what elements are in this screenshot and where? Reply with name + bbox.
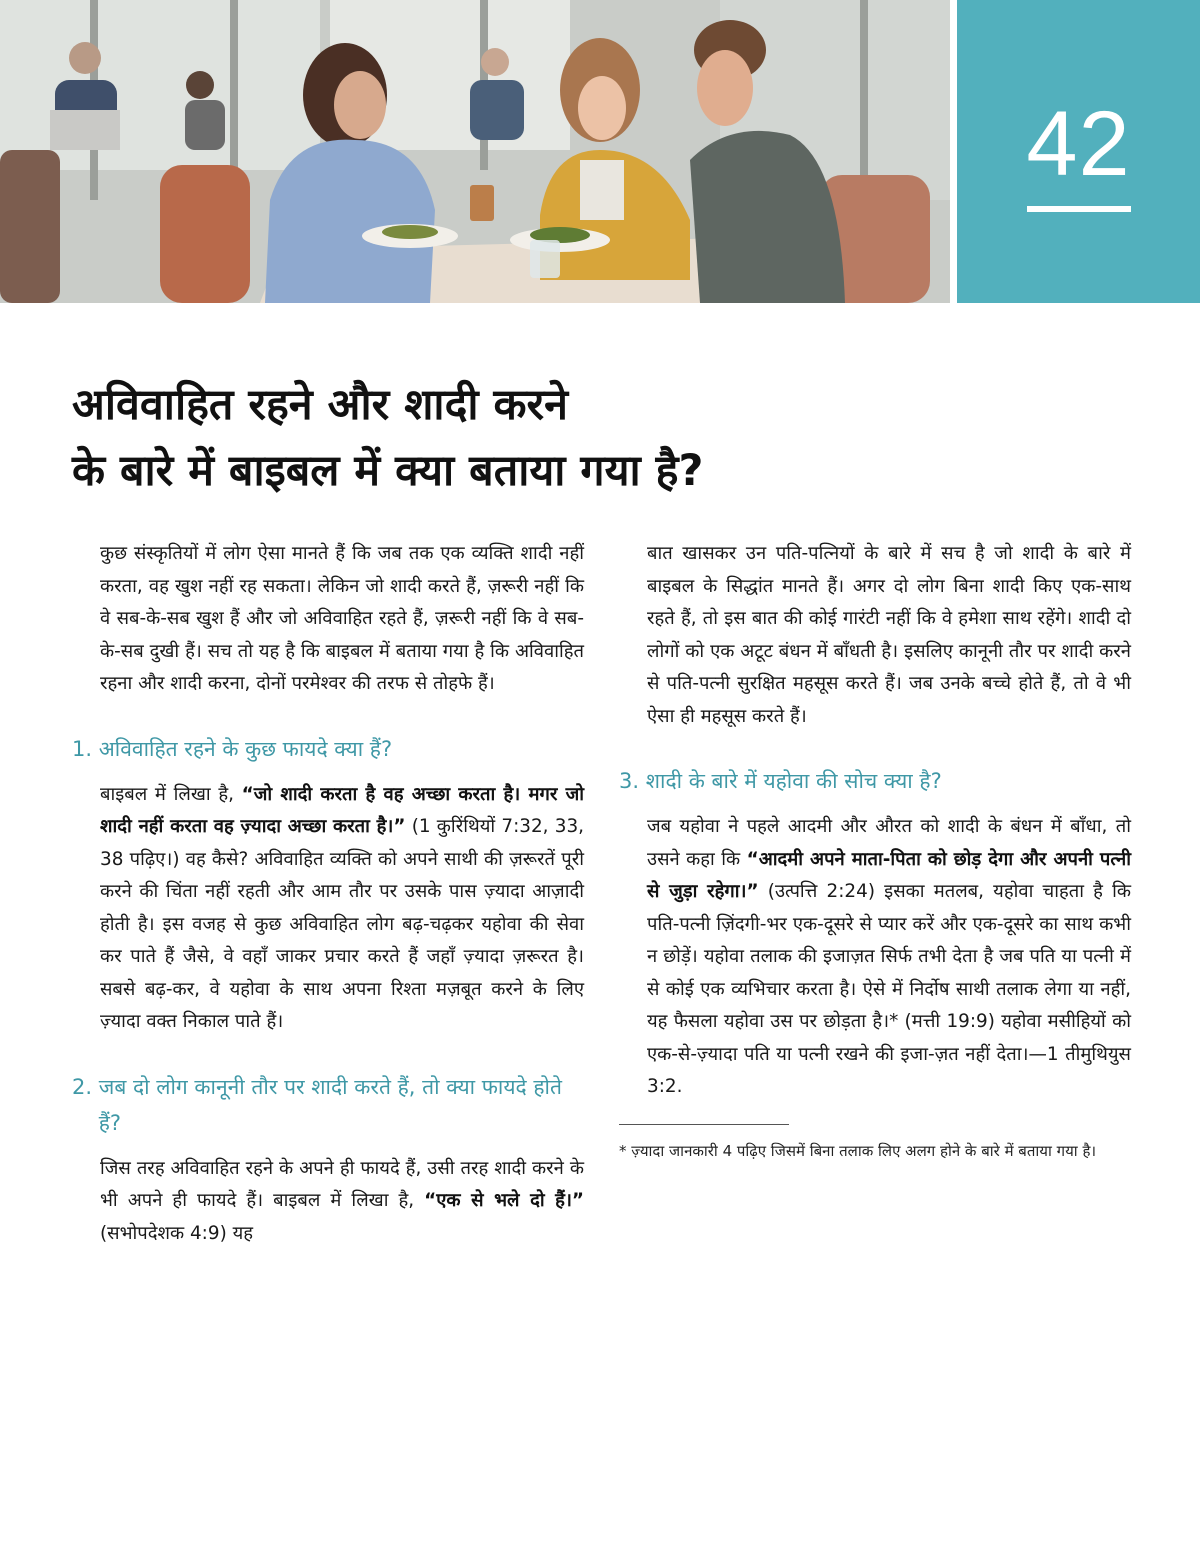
lesson-number: 42 (1026, 93, 1131, 195)
section-1-paragraph (100, 779, 584, 1039)
section-3-text-b: (उत्पत्ति 2:24) इसका मतलब, यहोवा चाहता है कि पति-पत्नी ज़िंदगी-भर एक-दूसरे से प्यार करें और एक-दूसरे का साथ कभी न छोड़ें। यहोवा तलाक की इजाज़त सिर्फ तभी देता है जब पति या पत्नी में से कोई एक व्यभिचार करता है। ऐसे में निर्दोष साथी तलाक लेगा या नहीं, यह फैसला यहोवा उस पर छोड़ता है।* (मत्ती 19:9) यहोवा मसीहियों को एक-से-ज़्यादा पति या पत्नी रखने की इजा-ज़त नहीं देता।—1 तीमुथियुस 3:2. (647, 881, 1131, 1097)
intro-paragraph: कुछ संस्कृतियों में लोग ऐसा मानते हैं कि जब तक एक व्यक्ति शादी नहीं करता, वह खुश नहीं रह सकता। लेकिन जो शादी करते हैं, ज़रूरी नहीं कि वे सब-के-सब खुश हैं और जो अविवाहित रहते हैं, ज़रूरी नहीं कि वे सब-के-सब दुखी हैं। सच तो यह है कि बाइबल में बताया गया है कि अविवाहित रहना और शादी करना, दोनों परमेश्वर की तरफ से तोहफे हैं। (100, 543, 584, 694)
footnote-divider (619, 1124, 789, 1125)
section-3-number: 3. (619, 769, 640, 793)
restaurant-scene-illustration (0, 0, 950, 303)
section-1-text-a: बाइबल में लिखा है, (100, 783, 242, 805)
section-1-heading-text: अविवाहित रहने के कुछ फायदे क्या हैं? (98, 736, 393, 761)
header-photo (0, 0, 950, 303)
section-2-continued-paragraph: बात खासकर उन पति-पत्नियों के बारे में सच है जो शादी के बारे में बाइबल के सिद्धांत मानते हैं। अगर दो लोग बिना शादी किए एक-साथ रहते हैं, तो इस बात की कोई गारंटी नहीं कि वे हमेशा साथ रहेंगे। शादी दो लोगों को एक अटूट बंधन में बाँधती है। इसलिए कानूनी तौर पर शादी करने से पति-पत्नी सुरक्षित महसूस करते हैं। जब उनके बच्चे होते हैं, तो वे भी ऐसा ही महसूस करते हैं। (647, 543, 1131, 727)
page-title (72, 372, 1132, 504)
left-column (72, 538, 584, 1250)
section-2-heading (72, 1069, 584, 1141)
section-3-quote: “आदमी अपने माता-पिता को छोड़ देगा और अपनी पत्नी से जुड़ा रहेगा।” (647, 848, 1131, 902)
section-2-heading-text: जब दो लोग कानूनी तौर पर शादी करते हैं, तो क्या फायदे होते हैं? (98, 1074, 562, 1135)
lesson-number-badge (957, 0, 1200, 303)
lesson-number-underline (1027, 206, 1131, 212)
section-3-heading-text: शादी के बारे में यहोवा की सोच क्या है? (645, 769, 942, 793)
right-column (619, 538, 1131, 1163)
section-3-text-a: जब यहोवा ने पहले आदमी और औरत को शादी के बंधन में बाँधा, तो उसने कहा कि (647, 816, 1131, 870)
section-2-number: 2. (72, 1074, 93, 1099)
section-2-text-b: (सभोपदेशक 4:9) यह (100, 1222, 254, 1244)
footnote: * ज़्यादा जानकारी 4 पढ़िए जिसमें बिना तलाक लिए अलग होने के बारे में बताया गया है। (619, 1141, 1097, 1160)
page-title-line-1: अविवाहित रहने और शादी करने (72, 380, 568, 430)
section-2-text-a: जिस तरह अविवाहित रहने के अपने ही फायदे हैं, उसी तरह शादी करने के भी अपने ही फायदे हैं। बाइबल में लिखा है, (100, 1157, 584, 1211)
page-title-line-2: के बारे में बाइबल में क्या बताया गया है? (72, 446, 704, 496)
section-1-heading (72, 731, 584, 767)
section-2-paragraph (100, 1153, 584, 1251)
section-2-quote: “एक से भले दो हैं।” (424, 1190, 585, 1211)
section-1-number: 1. (72, 736, 93, 761)
section-1-text-b: (1 कुरिंथियों 7:32, 33, 38 पढ़िए।) वह कैसे? अविवाहित व्यक्ति को अपने साथी की ज़रूरतें पूरी करने की चिंता नहीं रहती और आम तौर पर उसके पास ज़्यादा आज़ादी होती है। इस वजह से कुछ अविवाहित लोग बढ़-चढ़कर यहोवा की सेवा कर पाते हैं जैसे, वे वहाँ जाकर प्रचार करते हैं जहाँ ज़्यादा ज़रूरत है। सबसे बढ़-कर, वे यहोवा के साथ अपना रिश्ता मज़बूत करने के लिए ज़्यादा वक्त निकाल पाते हैं। (100, 816, 584, 1032)
section-3-heading (619, 763, 1131, 799)
section-3-paragraph (647, 811, 1131, 1104)
section-1-quote: “जो शादी करता है वह अच्छा करता है। मगर जो शादी नहीं करता वह ज़्यादा अच्छा करता है।” (100, 783, 584, 837)
